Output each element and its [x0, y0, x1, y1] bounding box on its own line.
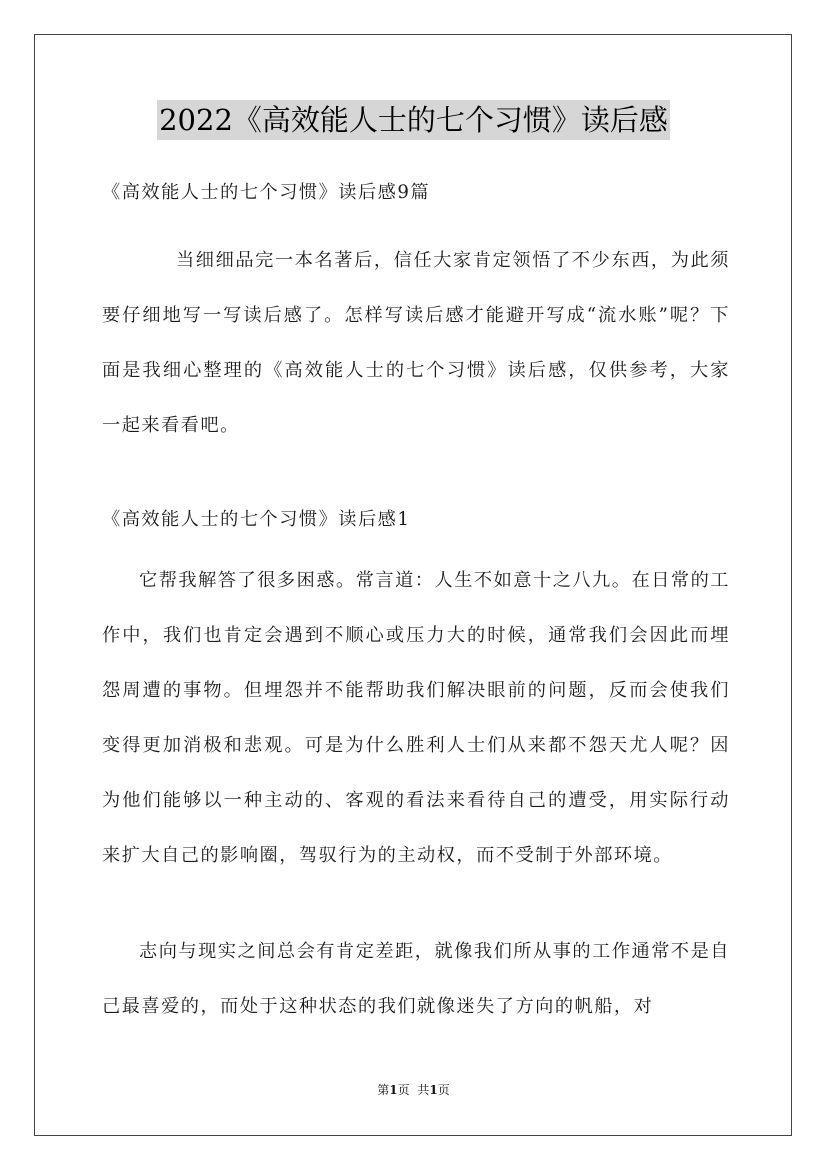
page-footer: [0, 1082, 827, 1098]
footer-total-label: 共: [417, 1083, 430, 1097]
footer-current-page: 1: [389, 1083, 398, 1097]
footer-total-pages: 1: [429, 1083, 438, 1097]
title-container: [0, 100, 827, 140]
footer-page-suffix: 页: [397, 1083, 410, 1097]
footer-total-suffix: 页: [437, 1083, 450, 1097]
body-paragraph-2: 志向与现实之间总会有肯定差距，就像我们所从事的工作通常不是自己最喜爱的，而处于这种状态的我们就像迷失了方向的帆船，对: [102, 941, 730, 1017]
document-subtitle: 《高效能人士的七个习惯》读后感9篇: [102, 182, 431, 203]
section-heading: 《高效能人士的七个习惯》读后感1: [102, 509, 411, 530]
body-paragraph-1: 它帮我解答了很多困惑。常言道：人生不如意十之八九。在日常的工作中，我们也肯定会遇到不顺心或压力大的时候，通常我们会因此而埋怨周遭的事物。但埋怨并不能帮助我们解决眼前的问题，反而会使我们变得更加消极和悲观。可是为什么胜利人士们从来都不怨天尤人呢？因为他们能够以一种主动的、客观的看法来看待自己的遭受，用实际行动来扩大自己的影响圈，驾驭行为的主动权，而不受制于外部环境。: [102, 570, 730, 866]
footer-page-label: 第: [377, 1083, 390, 1097]
document-title: 2022《高效能人士的七个习惯》读后感: [157, 100, 670, 140]
intro-paragraph: 当细细品完一本名著后，信任大家肯定领悟了不少东西，为此须要仔细地写一写读后感了。怎样写读后感才能避开写成“流水账”呢？下面是我细心整理的《高效能人士的七个习惯》读后感，仅供参考，大家一起来看看吧。: [102, 250, 730, 436]
